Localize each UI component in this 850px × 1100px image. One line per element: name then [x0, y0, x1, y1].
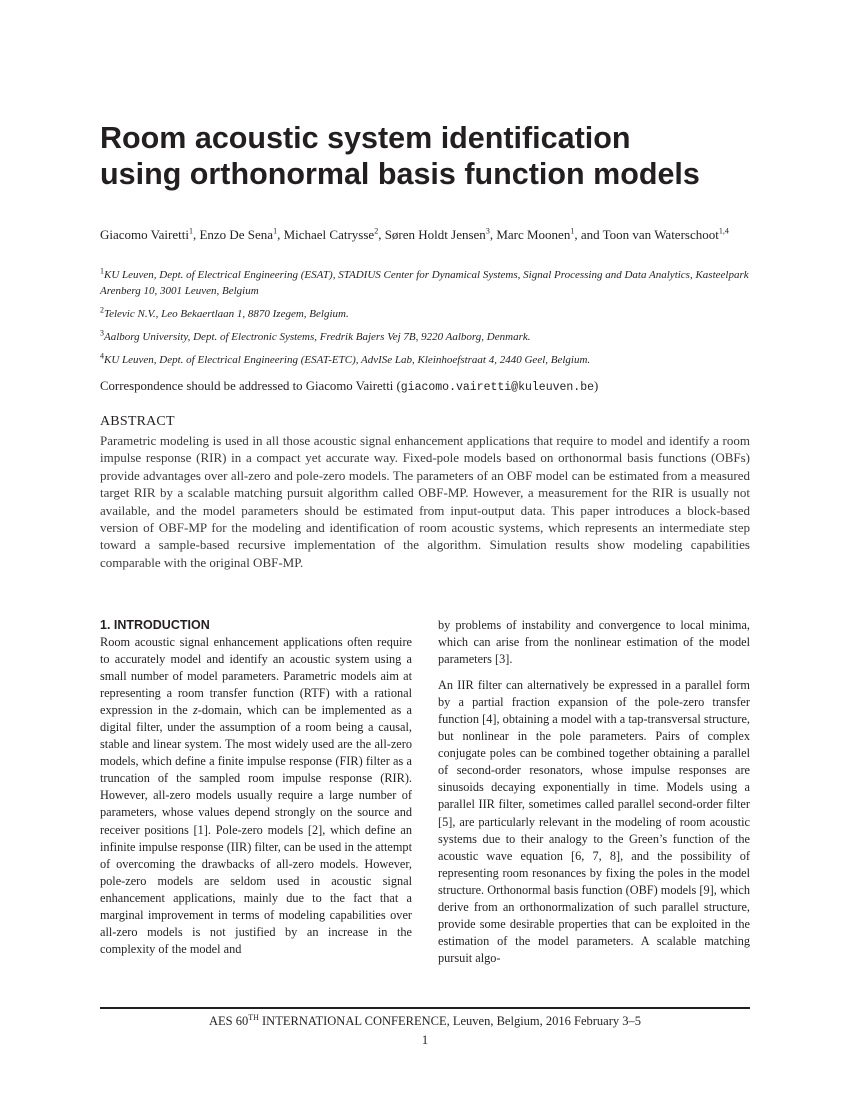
right-column	[438, 617, 750, 967]
author-affiliation-marker: 1	[570, 226, 575, 236]
author-separator: ,	[277, 227, 284, 242]
affiliation-marker: 1	[100, 266, 104, 276]
footer-divider	[100, 1007, 750, 1009]
abstract-heading: ABSTRACT	[100, 414, 175, 429]
footer-conf-prefix: AES 60	[208, 1014, 249, 1028]
author-affiliation-marker: 1,4	[718, 226, 729, 236]
affiliation-marker: 3	[100, 328, 104, 338]
correspondence-prefix: Correspondence should be addressed to Giacomo Vairetti (	[100, 379, 401, 393]
author-name: Toon van Waterschoot	[602, 227, 719, 242]
author-affiliation-marker: 2	[374, 226, 379, 236]
affiliation-text: Televic N.V., Leo Bekaertlaan 1, 8870 Izegem, Belgium.	[104, 308, 349, 320]
author-name: Giacomo Vairetti	[100, 227, 189, 242]
z-domain-symbol: z	[192, 703, 198, 718]
author-affiliation-marker: 1	[188, 226, 193, 236]
intro-paragraph-2: An IIR filter can alternatively be expressed in a parallel form by a partial fraction expansion of the pole-zero transfer function [4], obtaining a model with a tap-transversal structure, but nonlinear in the pole parameters. Pairs of complex conjugate poles can be combined together obtaining a parallel of second-order resonators, whose impulse responses are sinusoids decaying exponentially in time. Models using a parallel IIR filter, sometimes called parallel second-order filter [5], are particularly relevant in the modeling of room acoustic systems due to their analogy to the Green’s function of the acoustic wave equation [6, 7, 8], and the possibility of representing room resonances by fixing the poles in the model structure. Orthonormal basis function (OBF) models [9], which derive from an orthonormalization of such parallel structure, provide some desirable properties that can be exploited in the estimation of the model parameters. A scalable matching pursuit algo-	[438, 678, 750, 965]
paper-title-line-2: using orthonormal basis function models	[100, 157, 700, 191]
intro-paragraph-continued: by problems of instability and convergence to local minima, which can arise from the nonlinear estimation of the model parameters [3].	[438, 618, 750, 667]
section-heading-introduction: 1. INTRODUCTION	[100, 618, 210, 632]
author-name: Michael Catrysse	[283, 227, 375, 242]
affiliation-text: Aalborg University, Dept. of Electronic Systems, Fredrik Bajers Vej 7B, 9220 Aalborg, Denmark.	[104, 331, 531, 343]
author-name: Enzo De Sena	[199, 227, 274, 242]
affiliation-list	[100, 267, 752, 375]
affiliation-marker: 2	[100, 305, 104, 315]
intro-paragraph-1-part-b: -domain, which can be implemented as a digital filter, under the assumption of a room being a causal, stable and linear system. The most widely used are the all-zero models, which define a finite impulse response (FIR) filter as a truncation of the sampled room impulse response (RIR). However, all-zero models usually require a large number of parameters, whose values depend strongly on the source and receiver positions [1]. Pole-zero models [2], which define an infinite impulse response (IIR) filter, can be used in the attempt of overcoming the drawbacks of all-zero models. However, pole-zero models are seldom used in acoustic signal enhancement applications, mainly due to the fact that a marginal improvement in terms of modeling capabilities over all-zero models is not justified by an increase in the complexity of the model and	[100, 703, 413, 956]
affiliation-text: KU Leuven, Dept. of Electrical Engineering (ESAT-ETC), AdvISe Lab, Kleinhoefstraat 4, 2440 Geel, Belgium.	[104, 354, 591, 366]
affiliation-text: KU Leuven, Dept. of Electrical Engineering (ESAT), STADIUS Center for Dynamical Systems, Signal Processing and Data Analytics, Kasteelpark Arenberg 10, 3001 Leuven, Belgium	[100, 269, 749, 297]
author-separator: ,	[192, 227, 200, 242]
author-separator: ,	[378, 227, 385, 242]
affiliation-item	[100, 306, 752, 322]
footer-conf-suffix: INTERNATIONAL CONFERENCE, Leuven, Belgium, 2016 February 3–5	[258, 1014, 642, 1028]
intro-paragraph-1-part-a: Room acoustic signal enhancement applications often require to accurately model and identify an acoustic system using a small number of model parameters. Parametric models aim at representing a room transfer function (RTF) with a rational expression in the	[100, 635, 412, 718]
paper-title-line-1: Room acoustic system identification	[100, 121, 631, 155]
affiliation-item	[100, 329, 752, 345]
author-affiliation-marker: 3	[485, 226, 490, 236]
affiliation-item	[100, 267, 752, 299]
correspondence-email-link[interactable]: giacomo.vairetti@kuleuven.be	[400, 381, 594, 394]
page-number: 1	[421, 1033, 429, 1047]
correspondence-note	[100, 378, 752, 396]
intro-paragraph-1	[100, 634, 412, 958]
author-name: Marc Moonen	[496, 227, 571, 242]
paper-title	[100, 120, 760, 192]
author-affiliation-marker: 1	[273, 226, 278, 236]
abstract-text: Parametric modeling is used in all those acoustic signal enhancement applications that require to model and identify a room impulse response (RIR) in a compact yet accurate way. Fixed-pole models based on orthonormal basis functions (OBFs) provide advantages over all-zero and pole-zero models. The parameters of an OBF model can be estimated from a measured target RIR by a scalable matching pursuit algorithm called OBF-MP. However, a measurement for the RIR is usually not available, and the model parameters should be estimated from input-output data. This paper introduces a block-based version of OBF-MP for the modeling and identification of room acoustic systems, which represents an intermediate step toward a sample-based recursive implementation of the algorithm. Simulation results show modeling capabilities comparable with the original OBF-MP.	[100, 433, 750, 570]
author-separator: , and	[574, 227, 603, 242]
footer-conference	[100, 1013, 750, 1029]
affiliation-item	[100, 352, 752, 368]
left-column	[100, 617, 412, 958]
affiliation-marker: 4	[100, 351, 104, 361]
author-separator: ,	[489, 227, 497, 242]
footer-conf-superscript: TH	[248, 1012, 259, 1022]
correspondence-suffix: )	[594, 379, 599, 393]
author-name: Søren Holdt Jensen	[384, 227, 486, 242]
author-list	[100, 226, 752, 245]
